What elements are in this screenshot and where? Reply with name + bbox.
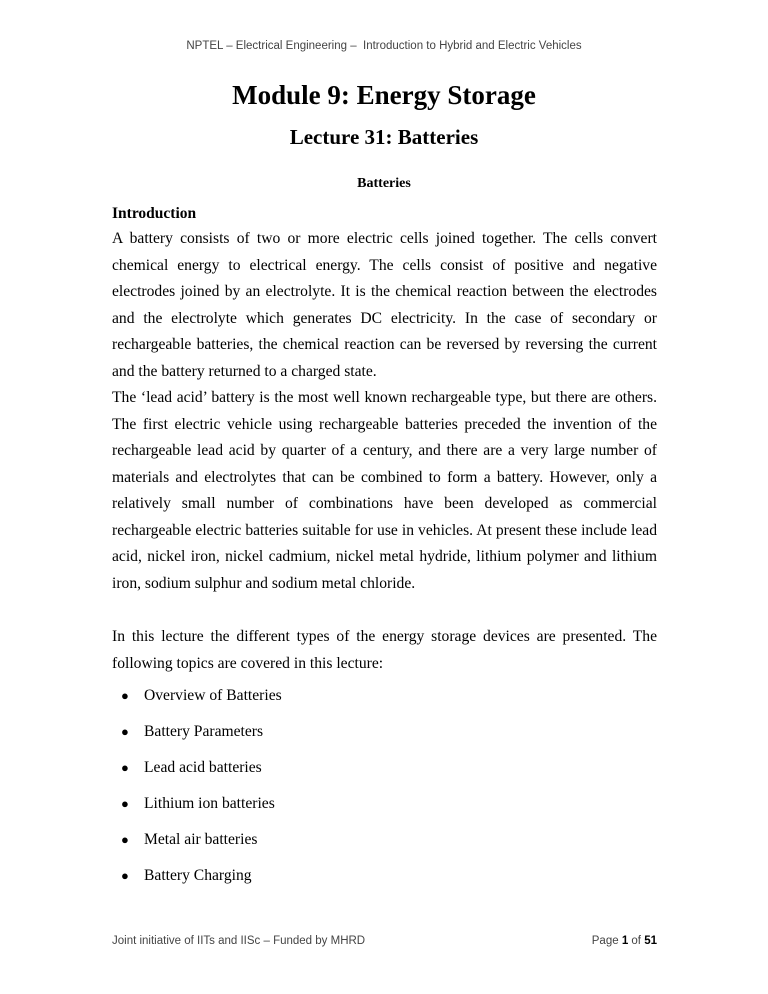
paragraph-lead-acid: The ‘lead acid’ battery is the most well known rechargeable type, but there are others. The first electric vehicle using rechargeable batteries preceded the invention of the rechargeable lead acid by quarter of a century, and there are a very large number of materials and electrolytes that can be combined to form a battery. However, only a relatively small number of combinations have been developed as commercial rechargeable electric batteries suitable for use in vehicles. At present these include lead acid, nickel iron, nickel cadmium, nickel metal hydride, lithium polymer and lithium iron, sodium sulphur and sodium metal chloride.	[112, 389, 657, 592]
page-prefix: Page	[591, 935, 622, 947]
bullet-icon: ●	[121, 796, 129, 811]
paragraph-battery-definition: A battery consists of two or more electric cells joined together. The cells convert chemical energy to electrical energy. The cells consist of positive and negative electrodes joined by an electrolyte. It is the chemical reaction between the electrodes and the electrolyte which generates DC electricity. In the case of secondary or rechargeable batteries, the chemical reaction can be reversed by reversing the current and the battery returned to a charged state.	[112, 230, 657, 380]
topic-label: Battery Charging	[144, 867, 252, 884]
section-title: Batteries	[357, 176, 411, 191]
bullet-icon: ●	[121, 760, 129, 775]
topic-label: Lithium ion batteries	[144, 795, 275, 812]
topic-list	[112, 678, 282, 894]
topic-label: Lead acid batteries	[144, 759, 262, 776]
page-total: 51	[644, 935, 657, 947]
topic-label: Overview of Batteries	[144, 687, 282, 704]
page-indicator	[560, 935, 657, 947]
running-header: NPTEL – Electrical Engineering – Introduction to Hybrid and Electric Vehicles	[186, 40, 582, 52]
introduction-heading: Introduction	[112, 205, 197, 222]
bullet-icon: ●	[121, 724, 129, 739]
list-item	[112, 858, 282, 894]
module-title: Module 9: Energy Storage	[232, 80, 536, 110]
bullet-icon: ●	[121, 832, 129, 847]
bullet-icon: ●	[121, 688, 129, 703]
list-item	[112, 822, 282, 858]
list-item	[112, 678, 282, 714]
page-number: 1	[621, 935, 629, 947]
bullet-icon: ●	[121, 868, 129, 883]
footer-credit: Joint initiative of IITs and IISc – Funded by MHRD	[112, 935, 366, 947]
list-item	[112, 786, 282, 822]
topic-label: Battery Parameters	[144, 723, 264, 740]
list-item	[112, 714, 282, 750]
page-of: of	[628, 935, 645, 947]
paragraph-lecture-overview: In this lecture the different types of the energy storage devices are presented. The following topics are covered in this lecture:	[112, 628, 657, 672]
list-item	[112, 750, 282, 786]
topic-label: Metal air batteries	[144, 831, 258, 848]
lecture-title: Lecture 31: Batteries	[289, 125, 479, 149]
